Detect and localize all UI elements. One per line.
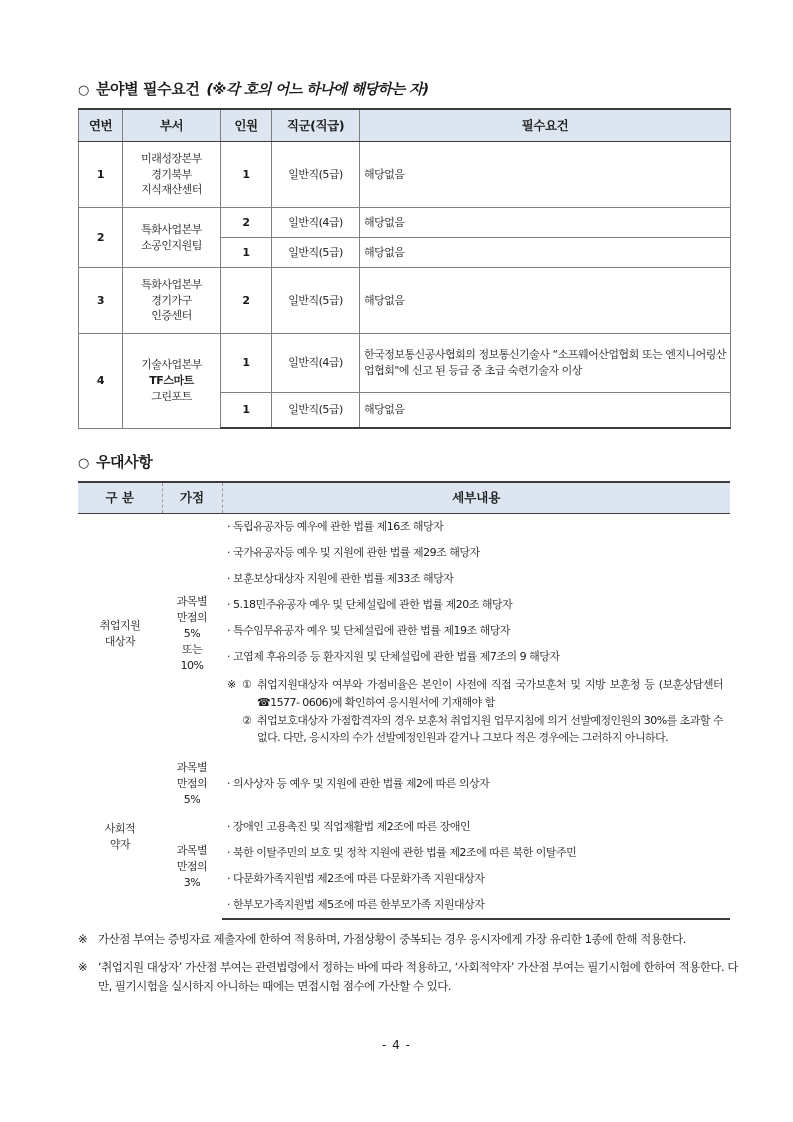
cell-detail: · 보훈보상대상자 지원에 관한 법률 제33조 해당자 — [227, 572, 454, 586]
cell-detail: · 5.18민주유공자 예우 및 단체설립에 관한 법률 제20조 해당자 — [227, 598, 513, 612]
table-row — [79, 334, 731, 393]
cell-detail: · 국가유공자등 예우 및 지원에 관한 법률 제29조 해당자 — [227, 546, 480, 560]
cell-count: 1 — [221, 238, 272, 268]
cell-detail: · 한부모가족지원법 제5조에 따른 한부모가족 지원대상자 — [222, 892, 730, 919]
cell-grade: 일반직(5급) — [272, 142, 360, 208]
table-row — [78, 814, 730, 840]
table-row — [79, 268, 731, 334]
table-row — [79, 208, 731, 238]
cell-count: 1 — [221, 142, 272, 208]
reference-mark-icon: ※ — [78, 932, 88, 947]
footnote-2-text: ‘취업지원 대상자’ 가산점 부여는 관련법령에서 정하는 바에 따라 적용하고, ‘사회적약자’ 가산점 부여는 필기시험에 한하여 적용한다. 다만, 필기시험을 실시하지 아니하는 때에는 면접시험 점수에 가산할 수 있다. — [98, 960, 738, 994]
section1-subtitle: (※각 호의 어느 하나에 해당하는 자) — [206, 82, 429, 98]
table-header-row — [79, 109, 731, 142]
note-number-2: ② — [242, 713, 252, 727]
footnote-2 — [78, 958, 738, 996]
col-header-requirement: 필수요건 — [360, 109, 731, 142]
cell-requirement: 해당없음 — [360, 142, 731, 208]
cell-points: 과목별 만점의 5% — [176, 761, 208, 807]
cell-detail: · 의사상자 등 예우 및 지원에 관한 법률 제2에 따른 의상자 — [227, 777, 490, 791]
cell-detail: · 북한 이탈주민의 보호 및 정착 지원에 관한 법률 제2조에 따른 북한 이탈주민 — [227, 846, 577, 860]
cell-no: 2 — [79, 208, 123, 268]
table-row — [78, 514, 730, 541]
cell-grade: 일반직(4급) — [272, 208, 360, 238]
col-header-grade: 직군(직급) — [272, 109, 360, 142]
col-header-points: 가점 — [162, 482, 222, 514]
cell-detail: · 특수임무유공자 예우 및 단체설립에 관한 법률 제19조 해당자 — [227, 624, 510, 638]
cell-grade: 일반직(5급) — [272, 393, 360, 429]
cell-no: 1 — [79, 142, 123, 208]
circle-bullet-icon: ○ — [78, 83, 89, 98]
table-header-row — [78, 482, 730, 514]
section2-title: 우대사항 — [95, 453, 153, 471]
cell-note-block — [222, 670, 730, 754]
cell-count: 2 — [221, 208, 272, 238]
page-number: - 4 - — [382, 1038, 411, 1052]
note-text-2: 취업보호대상자 가점합격자의 경우 보훈처 취업지원 업무지침에 의거 선발예정인원의 30%를 초과할 수 없다. 다만, 응시자의 수가 선발예정인원과 같거나 그보다 적은 경우에는 그러하지 아니하다. — [257, 713, 723, 745]
note-block — [227, 673, 725, 751]
col-header-category: 구 분 — [78, 482, 162, 514]
footnote-1-text: 가산점 부여는 증빙자료 제출자에 한하여 적용하며, 가점상황이 중복되는 경우 응시자에게 가장 유리한 1종에 한해 적용한다. — [98, 932, 686, 947]
cell-grade: 일반직(5급) — [272, 268, 360, 334]
cell-detail: · 독립유공자등 예우에 관한 법률 제16조 해당자 — [227, 520, 444, 534]
section1-title: 분야별 필수요건 — [95, 80, 200, 98]
cell-requirement: 해당없음 — [360, 238, 731, 268]
section-heading-preferential-treatment — [78, 451, 730, 472]
cell-no: 3 — [79, 268, 123, 334]
cell-dept: 미래성장본부 경기북부 지식재산센터 — [123, 142, 221, 208]
table-row — [78, 754, 730, 814]
cell-count: 2 — [221, 268, 272, 334]
note-number-1: ① — [242, 678, 252, 691]
reference-mark-icon: ※ — [78, 960, 88, 975]
cell-grade: 일반직(5급) — [272, 238, 360, 268]
reference-mark-icon: ※ — [227, 678, 236, 691]
cell-dept: 기술사업본부 TF스마트 그린포트 — [123, 334, 221, 429]
footnotes — [78, 930, 738, 996]
col-header-details: 세부내용 — [222, 482, 730, 514]
cell-requirement: 해당없음 — [360, 393, 731, 429]
col-header-no: 연번 — [79, 109, 123, 142]
note-item — [227, 712, 723, 748]
note-text-1: 취업지원대상자 여부와 가점비율은 본인이 사전에 직접 국가보훈처 및 지방 보훈청 등 (보훈상담센터 ☎1577- 0606)에 확인하여 응시원서에 기재해야 함 — [257, 678, 723, 709]
preferential-treatment-table — [78, 481, 730, 920]
cell-no: 4 — [79, 334, 123, 429]
cell-requirement: 해당없음 — [360, 268, 731, 334]
cell-points: 과목별 만점의 5% 또는 10% — [176, 595, 208, 673]
cell-detail: · 다문화가족지원법 제2조에 따른 다문화가족 지원대상자 — [227, 872, 485, 886]
cell-dept: 특화사업본부 경기가구 인증센터 — [123, 268, 221, 334]
table-row — [79, 142, 731, 208]
note-item — [227, 676, 723, 712]
cell-category: 취업지원 대상자 — [99, 619, 141, 649]
cell-requirement: 한국정보통신공사협회의 정보통신기술사 “소프웨어산업협회 또는 엔지니어링산업협회"에 신고 된 등급 중 초급 숙련기술자 이상 — [360, 334, 731, 393]
section-heading-required-qualifications — [78, 78, 730, 99]
col-header-dept: 부서 — [123, 109, 221, 142]
cell-points: 과목별 만점의 3% — [176, 843, 208, 889]
cell-category: 사회적 약자 — [104, 821, 136, 851]
circle-bullet-icon: ○ — [78, 456, 89, 471]
required-qualifications-table — [78, 108, 731, 429]
col-header-count: 인원 — [221, 109, 272, 142]
cell-requirement: 해당없음 — [360, 208, 731, 238]
cell-detail: · 장애인 고용촉진 및 직업재활법 제2조에 따른 장애인 — [227, 820, 471, 834]
cell-detail: · 고엽제 후유의증 등 환자지원 및 단체설립에 관한 법률 제7조의 9 해당자 — [227, 650, 560, 664]
cell-grade: 일반직(4급) — [272, 334, 360, 393]
cell-count: 1 — [221, 393, 272, 429]
footnote-1 — [78, 930, 738, 949]
cell-dept: 특화사업본부 소공인지원팀 — [123, 208, 221, 268]
cell-count: 1 — [221, 334, 272, 393]
